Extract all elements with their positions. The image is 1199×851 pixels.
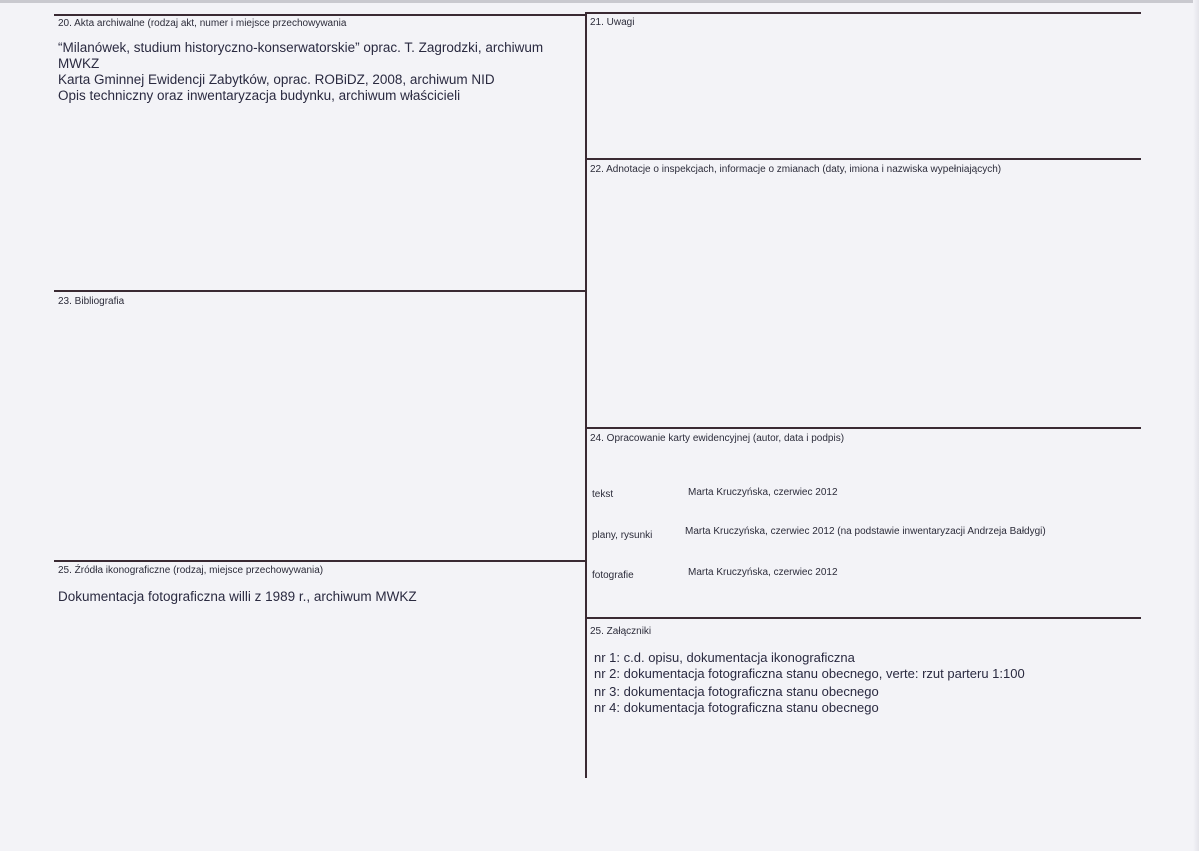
section-24-row-fotografie-value: Marta Kruczyńska, czerwiec 2012 — [688, 567, 838, 578]
section-25b-line-4: nr 4: dokumentacja fotograficzna stanu obecnego — [594, 700, 879, 715]
section-20-line-3: Opis techniczny oraz inwentaryzacja budynku, archiwum właścicieli — [58, 88, 461, 103]
rule-22 — [586, 158, 1141, 160]
section-21-label: 21. Uwagi — [590, 17, 635, 28]
section-25b-label: 25. Załączniki — [590, 626, 652, 637]
rule-top-right — [586, 12, 1141, 14]
section-23-label: 23. Bibliografia — [58, 296, 125, 307]
section-25b-line-2: nr 2: dokumentacja fotograficzna stanu obecnego, verte: rzut parteru 1:100 — [594, 666, 1025, 681]
rule-24 — [586, 427, 1141, 429]
section-24-row-tekst-key: tekst — [592, 489, 614, 500]
section-24-label: 24. Opracowanie karty ewidencyjnej (autor, data i podpis) — [590, 433, 845, 444]
rule-23 — [54, 290, 586, 292]
paper-top-edge — [0, 0, 1199, 3]
rule-top-left — [54, 14, 586, 16]
section-24-row-tekst-value: Marta Kruczyńska, czerwiec 2012 — [688, 487, 838, 498]
section-25a-label: 25. Źródła ikonograficzne (rodzaj, miejsce przechowywania) — [58, 565, 324, 576]
rule-25-right — [586, 617, 1141, 619]
section-25a-line-1: Dokumentacja fotograficzna willi z 1989 r., archiwum MWKZ — [58, 589, 417, 604]
section-24-row-plany-key: plany, rysunki — [592, 530, 653, 541]
section-20-line-1: “Milanówek, studium historyczno-konserwatorskie” oprac. T. Zagrodzki, archiwum MWKZ — [58, 40, 544, 71]
section-20-line-2: Karta Gminnej Ewidencji Zabytków, oprac. ROBiDZ, 2008, archiwum NID — [58, 72, 495, 87]
section-20-label: 20. Akta archiwalne (rodzaj akt, numer i miejsce przechowywania — [58, 18, 347, 29]
section-22-label: 22. Adnotacje o inspekcjach, informacje o zmianach (daty, imiona i nazwiska wypełniających) — [590, 164, 1002, 175]
rule-25-left — [54, 560, 586, 562]
rule-center-vertical — [585, 12, 587, 778]
section-24-row-plany-value: Marta Kruczyńska, czerwiec 2012 (na podstawie inwentaryzacji Andrzeja Bałdygi) — [685, 526, 1046, 537]
paper-right-edge — [1193, 0, 1199, 851]
section-25b-line-1: nr 1: c.d. opisu, dokumentacja ikonograficzna — [594, 650, 855, 665]
section-24-row-fotografie-key: fotografie — [592, 570, 634, 581]
section-25b-line-3: nr 3: dokumentacja fotograficzna stanu obecnego — [594, 684, 879, 699]
